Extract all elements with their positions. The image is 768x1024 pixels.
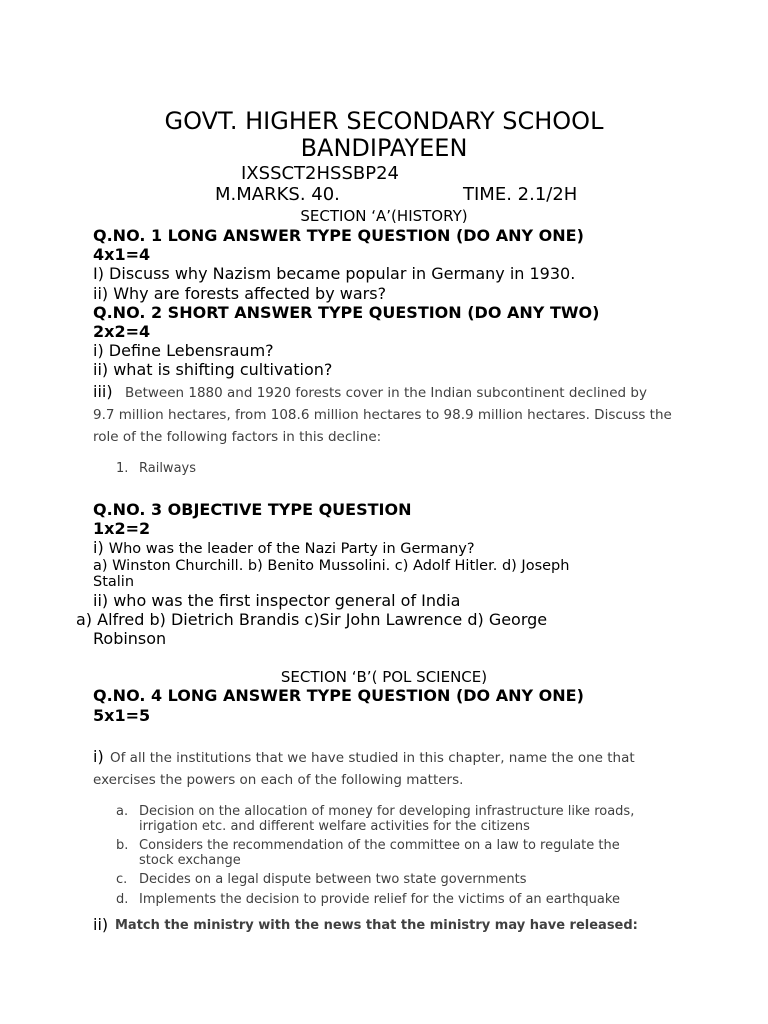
q4-list-item-c: Decides on a legal dispute between two state governments xyxy=(139,872,527,887)
q4-marks: 5x1=5 xyxy=(93,706,151,725)
section-b-title: SECTION ‘B’( POL SCIENCE) xyxy=(280,668,488,686)
q2-item-1: i) Define Lebensraum? xyxy=(93,341,274,360)
q2-heading: Q.NO. 2 SHORT ANSWER TYPE QUESTION (DO ANY TWO) xyxy=(93,303,600,322)
school-name-line2: BANDIPAYEEN xyxy=(300,134,468,162)
q3-question-i-options-cont: Stalin xyxy=(93,574,135,590)
q4-i-line-2: exercises the powers on each of the following matters. xyxy=(93,772,464,788)
q3-heading: Q.NO. 3 OBJECTIVE TYPE QUESTION xyxy=(93,500,412,519)
q2-item-3-label: iii) xyxy=(93,382,113,401)
q4-i-line-1: Of all the institutions that we have studied in this chapter, name the one that xyxy=(110,750,635,766)
q1-item-2: ii) Why are forests affected by wars? xyxy=(93,284,387,303)
q2-item-3-line-2: 9.7 million hectares, from 108.6 million hectares to 98.9 million hectares. Discuss the xyxy=(93,407,672,423)
q2-item-3-line-3: role of the following factors in this decline: xyxy=(93,429,382,445)
q1-marks: 4x1=4 xyxy=(93,245,151,264)
q4-i-label: i) xyxy=(93,747,104,766)
list-marker: 1. xyxy=(116,461,129,476)
q2-item-2: ii) what is shifting cultivation? xyxy=(93,360,333,379)
max-marks: M.MARKS. 40. xyxy=(215,184,340,205)
q4-list-marker-c: c. xyxy=(116,872,128,887)
q2-item-3-line-1: Between 1880 and 1920 forests cover in the Indian subcontinent declined by xyxy=(125,385,647,401)
q3-question-ii: ii) who was the first inspector general of India xyxy=(93,591,461,610)
q3-question-i-label: i) xyxy=(93,538,104,557)
q4-list-item-b-cont: stock exchange xyxy=(139,853,241,868)
q3-marks: 1x2=2 xyxy=(93,519,151,538)
list-item-railways: Railways xyxy=(139,461,197,476)
q3-question-ii-options-cont: Robinson xyxy=(93,629,167,648)
q4-list-marker-b: b. xyxy=(116,838,129,853)
q3-question-i-options: a) Winston Churchill. b) Benito Mussolini. c) Adolf Hitler. d) Joseph xyxy=(93,558,570,574)
q3-question-i xyxy=(93,538,475,557)
q1-item-1: I) Discuss why Nazism became popular in Germany in 1930. xyxy=(93,264,576,283)
q4-list-item-d: Implements the decision to provide relief for the victims of an earthquake xyxy=(139,892,620,907)
q4-heading: Q.NO. 4 LONG ANSWER TYPE QUESTION (DO ANY ONE) xyxy=(93,686,584,705)
q2-marks: 2x2=4 xyxy=(93,322,151,341)
q4-list-item-a-cont: irrigation etc. and different welfare activities for the citizens xyxy=(139,819,530,834)
q4-list-item-b: Considers the recommendation of the committee on a law to regulate the xyxy=(139,838,620,853)
q4-ii-label: ii) xyxy=(93,915,109,934)
q3-question-i-text: Who was the leader of the Nazi Party in Germany? xyxy=(108,541,475,557)
q4-list-marker-a: a. xyxy=(116,804,129,819)
q4-list-item-a: Decision on the allocation of money for developing infrastructure like roads, xyxy=(139,804,635,819)
q4-list-marker-d: d. xyxy=(116,892,129,907)
school-name-line1: GOVT. HIGHER SECONDARY SCHOOL xyxy=(164,107,604,135)
q3-question-ii-options: a) Alfred b) Dietrich Brandis c)Sir John Lawrence d) George xyxy=(76,610,548,629)
q4-ii-text: Match the ministry with the news that the ministry may have released: xyxy=(115,918,638,933)
time-allowed: TIME. 2.1/2H xyxy=(463,184,578,205)
paper-code: IXSSCT2HSSBP24 xyxy=(241,163,400,184)
q1-heading: Q.NO. 1 LONG ANSWER TYPE QUESTION (DO ANY ONE) xyxy=(93,226,584,245)
section-a-title: SECTION ‘A’(HISTORY) xyxy=(300,207,468,225)
